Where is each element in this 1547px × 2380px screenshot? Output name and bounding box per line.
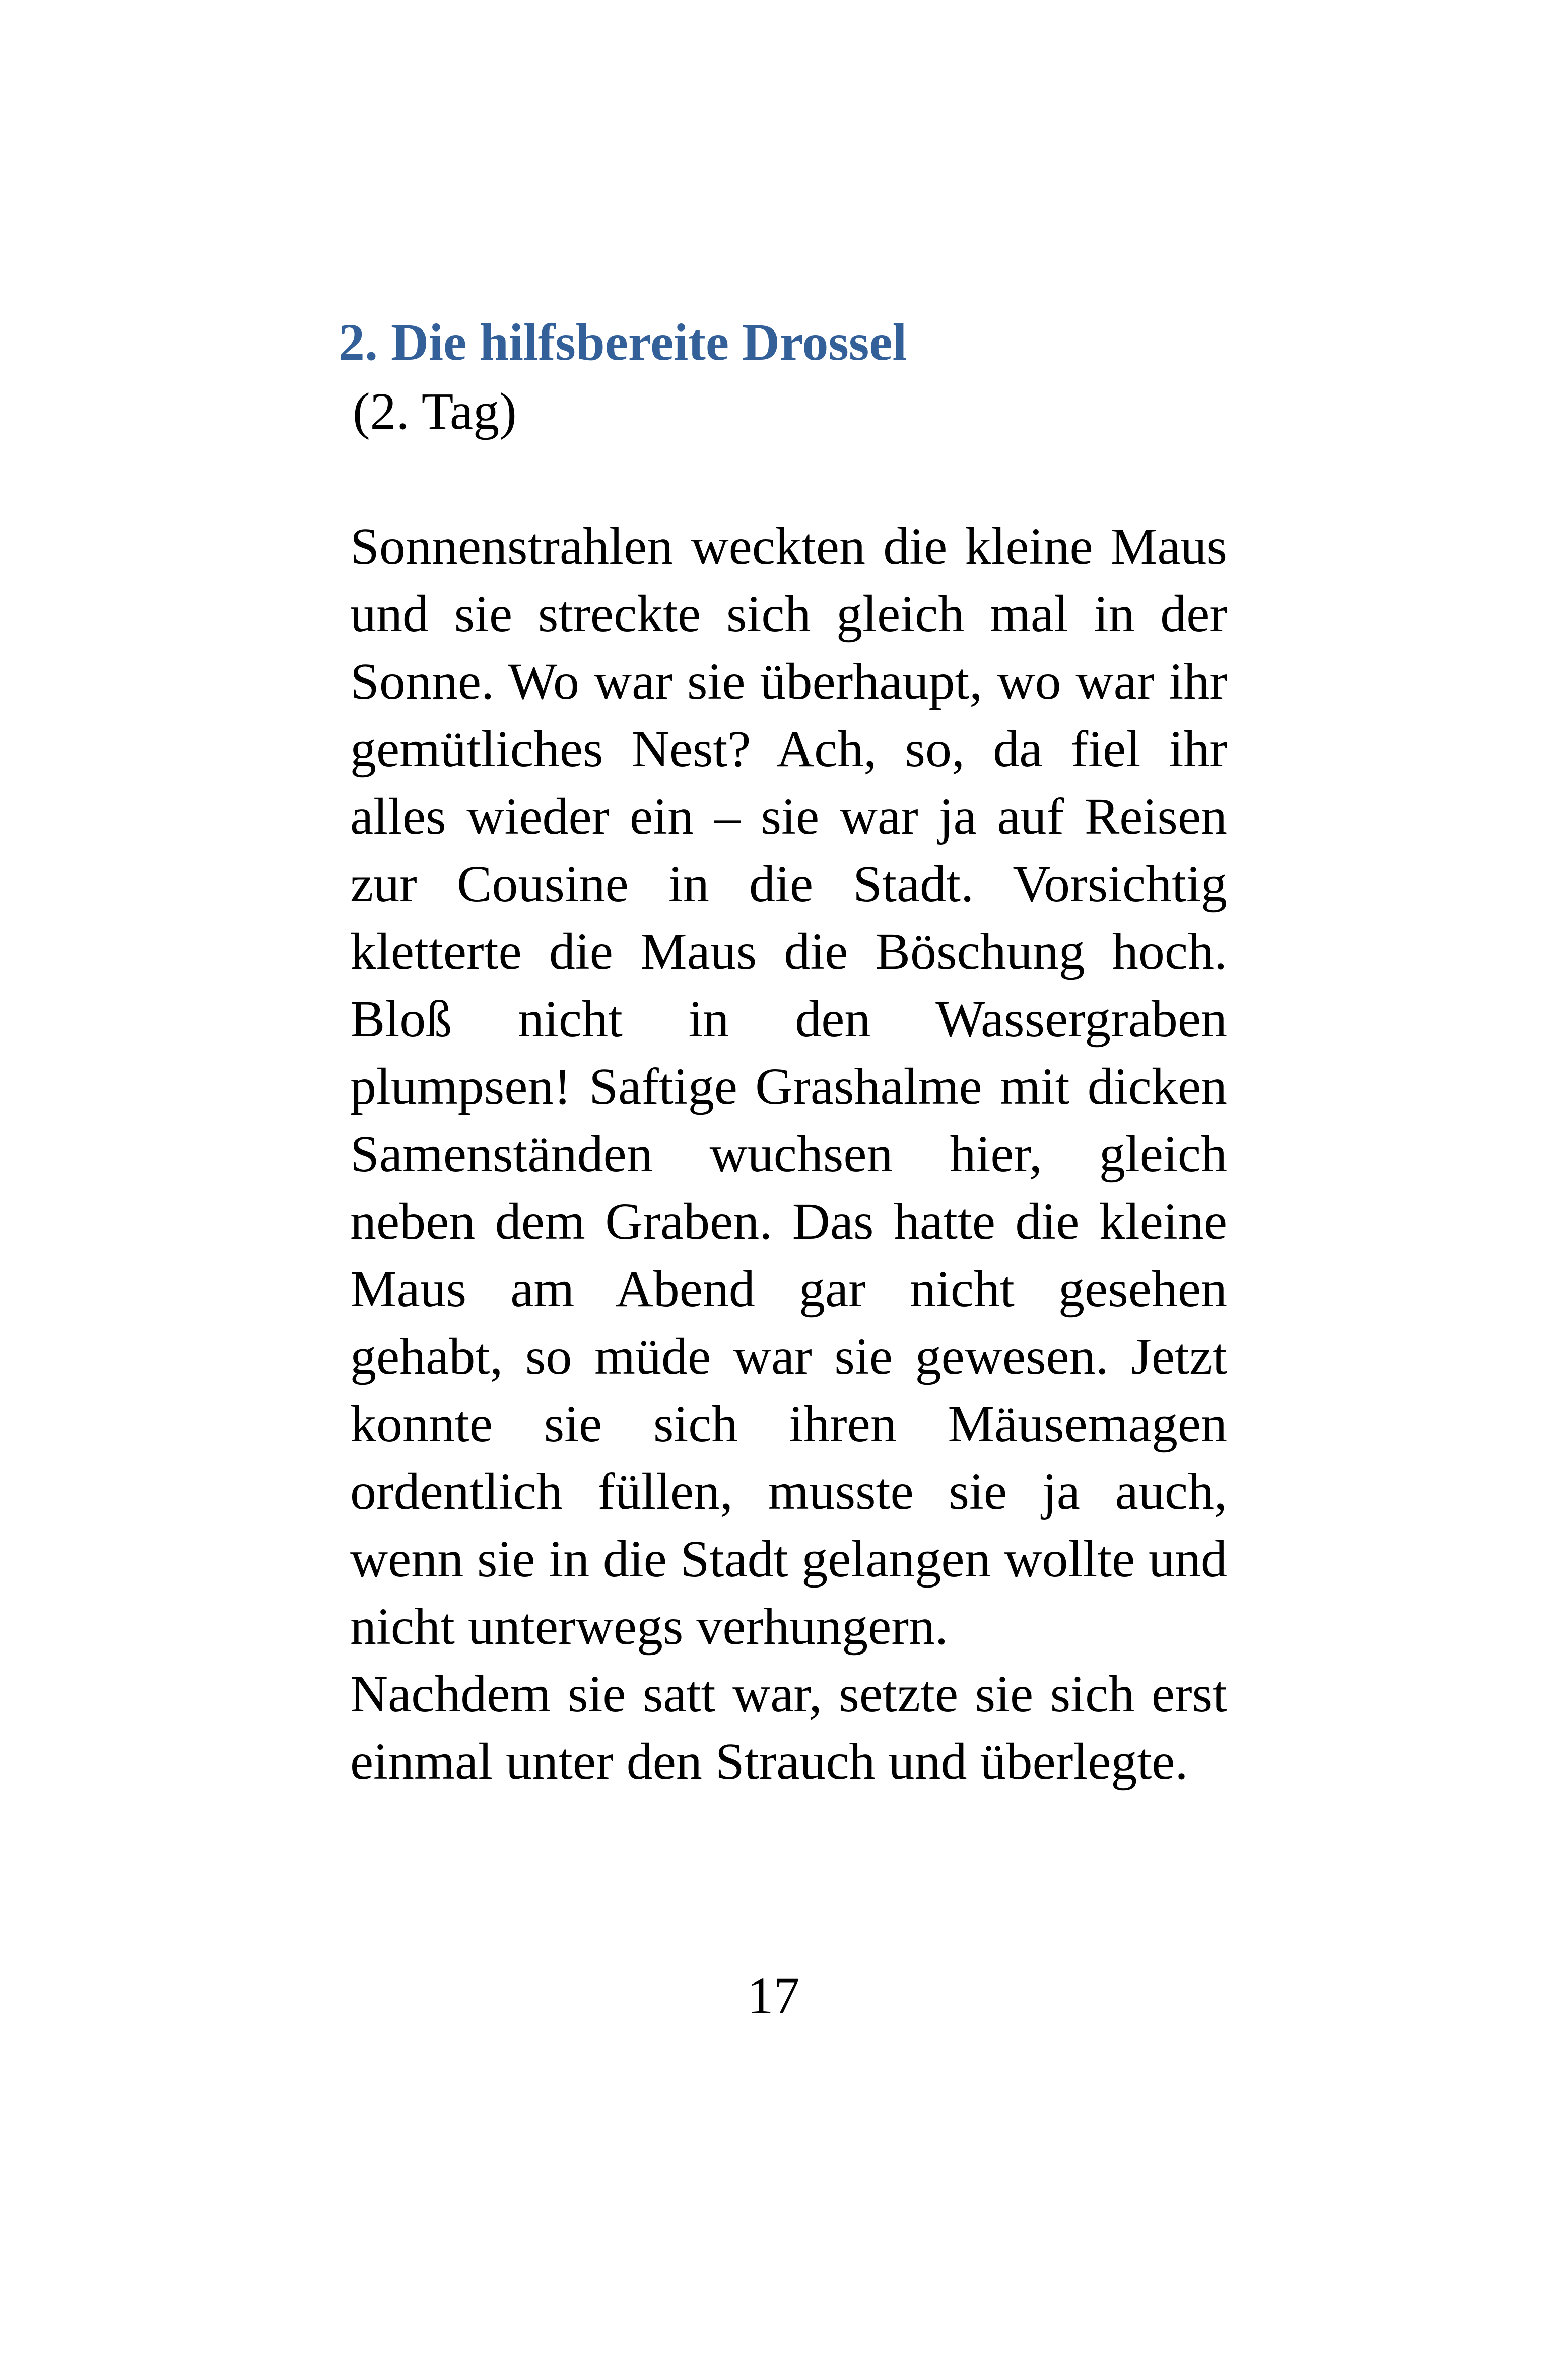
body-text <box>350 513 1227 1796</box>
chapter-subtitle: (2. Tag) <box>353 382 517 440</box>
paragraph: Nachdem sie satt war, setzte sie sich erst einmal unter den Strauch und überlegte. <box>350 1665 1227 1791</box>
page-number: 17 <box>747 1967 800 2025</box>
paragraph: Sonnenstrahlen weckten die kleine Maus und sie streckte sich gleich mal in der Sonne. Wo war sie überhaupt, wo war ihr gemütliches Nest? Ach, so, da fiel ihr alles wieder ein – sie war ja auf Reisen zur Cousine in die Stadt. Vorsichtig kletterte die Maus die Böschung hoch. Bloß nicht in den Wassergraben plumpsen! Saftige Grashalme mit dicken Samenständen wuchsen hier, gleich neben dem Graben. Das hatte die kleine Maus am Abend gar nicht gesehen gehabt, so müde war sie gewesen. Jetzt konnte sie sich ihren Mäusemagen ordentlich füllen, musste sie ja auch, wenn sie in die Stadt gelangen wollte und nicht unterwegs verhungern. <box>350 517 1227 1656</box>
chapter-title: 2. Die hilfsbereite Drossel <box>339 313 907 371</box>
